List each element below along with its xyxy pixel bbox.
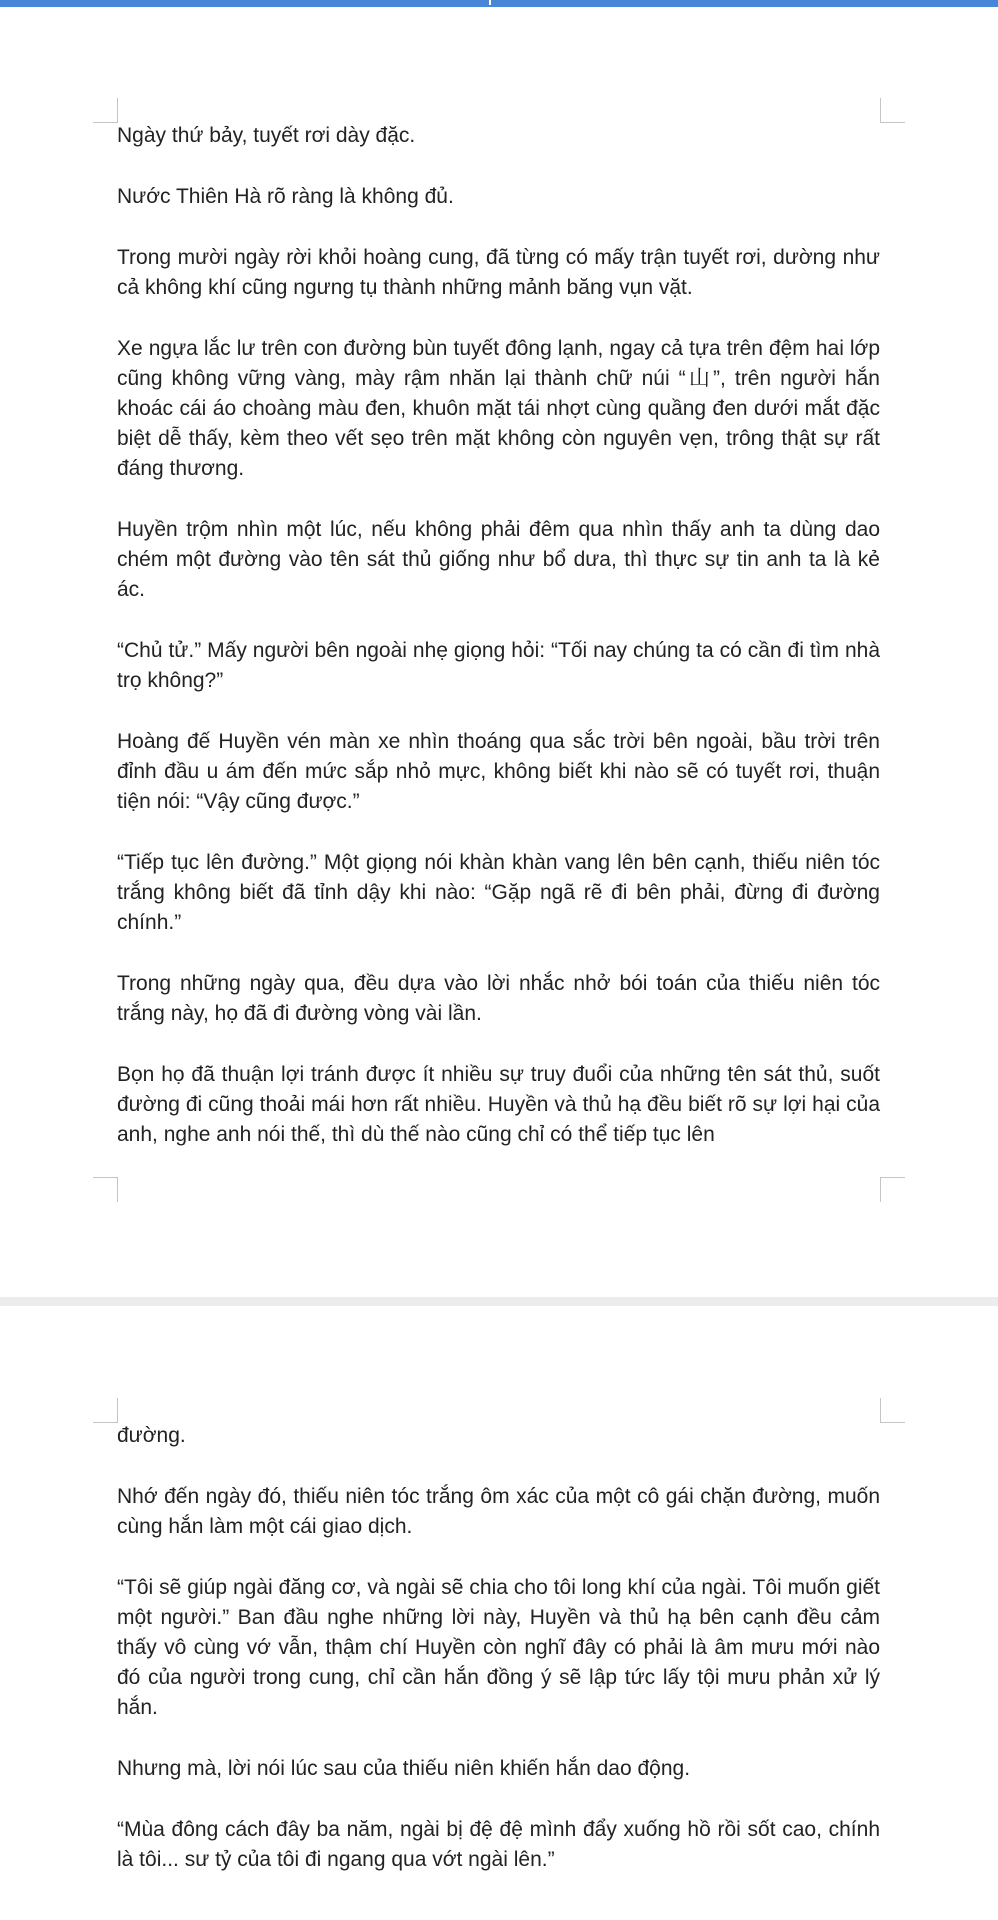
page-separator — [0, 1297, 998, 1306]
paragraph: Xe ngựa lắc lư trên con đường bùn tuyết đông lạnh, ngay cả tựa trên đệm hai lớp cũng không vững vàng, mày rậm nhăn lại thành chữ núi “山”, trên người hắn khoác cái áo choàng màu đen, khuôn mặt tái nhợt cùng quầng đen dưới mắt đặc biệt dễ thấy, kèm theo vết sẹo trên mặt không còn nguyên vẹn, trông thật sự rất đáng thương. — [117, 337, 880, 480]
page-1-text-body — [117, 121, 880, 1150]
document-page-2 — [0, 1306, 998, 1920]
paragraph: “Chủ tử.” Mấy người bên ngoài nhẹ giọng hỏi: “Tối nay chúng ta có cần đi tìm nhà trọ không?” — [117, 639, 880, 692]
paragraph: “Mùa đông cách đây ba năm, ngài bị đệ đệ mình đẩy xuống hồ rồi sốt cao, chính là tôi... sư tỷ của tôi đi ngang qua vớt ngài lên.” — [117, 1818, 880, 1871]
paragraph: Nhưng mà, lời nói lúc sau của thiếu niên khiến hắn dao động. — [117, 1757, 691, 1780]
paragraph: Trong mười ngày rời khỏi hoàng cung, đã từng có mấy trận tuyết rơi, dường như cả không khí cũng ngưng tụ thành những mảnh băng vụn vặt. — [117, 246, 880, 299]
document-page-1 — [0, 7, 998, 1297]
paragraph: Nhớ đến ngày đó, thiếu niên tóc trắng ôm xác của một cô gái chặn đường, muốn cùng hắn làm một cái giao dịch. — [117, 1485, 880, 1538]
paragraph: Bọn họ đã thuận lợi tránh được ít nhiều sự truy đuổi của những tên sát thủ, suốt đường đi cũng thoải mái hơn rất nhiều. Huyền và thủ hạ đều biết rõ sự lợi hại của anh, nghe anh nói thế, thì dù thế nào cũng chỉ có thể tiếp tục lên — [117, 1063, 880, 1146]
margin-corner-top-left — [93, 1398, 118, 1423]
paragraph: “Tiếp tục lên đường.” Một giọng nói khàn khàn vang lên bên cạnh, thiếu niên tóc trắng không biết đã tỉnh dậy khi nào: “Gặp ngã rẽ đi bên phải, đừng đi đường chính.” — [117, 851, 880, 934]
paragraph: Nước Thiên Hà rõ ràng là không đủ. — [117, 185, 454, 208]
top-accent-bar — [0, 0, 998, 7]
paragraph: “Tôi sẽ giúp ngài đăng cơ, và ngài sẽ chia cho tôi long khí của ngài. Tôi muốn giết một người.” Ban đầu nghe những lời này, Huyền và thủ hạ bên cạnh đều cảm thấy vô cùng vớ vẫn, thậm chí Huyền còn nghĩ đây có phải là âm mưu mới nào đó của người trong cung, chỉ cần hắn đồng ý sẽ lập tức lấy tội mưu phản xử lý hắn. — [117, 1576, 880, 1719]
paragraph: Hoàng đế Huyền vén màn xe nhìn thoáng qua sắc trời bên ngoài, bầu trời trên đỉnh đầu u ám đến mức sắp nhỏ mực, không biết khi nào sẽ có tuyết rơi, thuận tiện nói: “Vậy cũng được.” — [117, 730, 880, 813]
paragraph: Huyền trộm nhìn một lúc, nếu không phải đêm qua nhìn thấy anh ta dùng dao chém một đường vào tên sát thủ giống như bổ dưa, thì thực sự tin anh ta là kẻ ác. — [117, 518, 880, 601]
paragraph: đường. — [117, 1424, 186, 1447]
margin-corner-top-right — [880, 1398, 905, 1423]
margin-corner-top-right — [880, 98, 905, 123]
paragraph: Ngày thứ bảy, tuyết rơi dày đặc. — [117, 124, 416, 147]
paragraph: Trong những ngày qua, đều dựa vào lời nhắc nhở bói toán của thiếu niên tóc trắng này, họ đã đi đường vòng vài lần. — [117, 972, 880, 1025]
margin-corner-bottom-right — [880, 1177, 905, 1202]
margin-corner-bottom-left — [93, 1177, 118, 1202]
top-bar-notch — [489, 0, 491, 5]
page-2-text-body — [117, 1421, 880, 1875]
margin-corner-top-left — [93, 98, 118, 123]
